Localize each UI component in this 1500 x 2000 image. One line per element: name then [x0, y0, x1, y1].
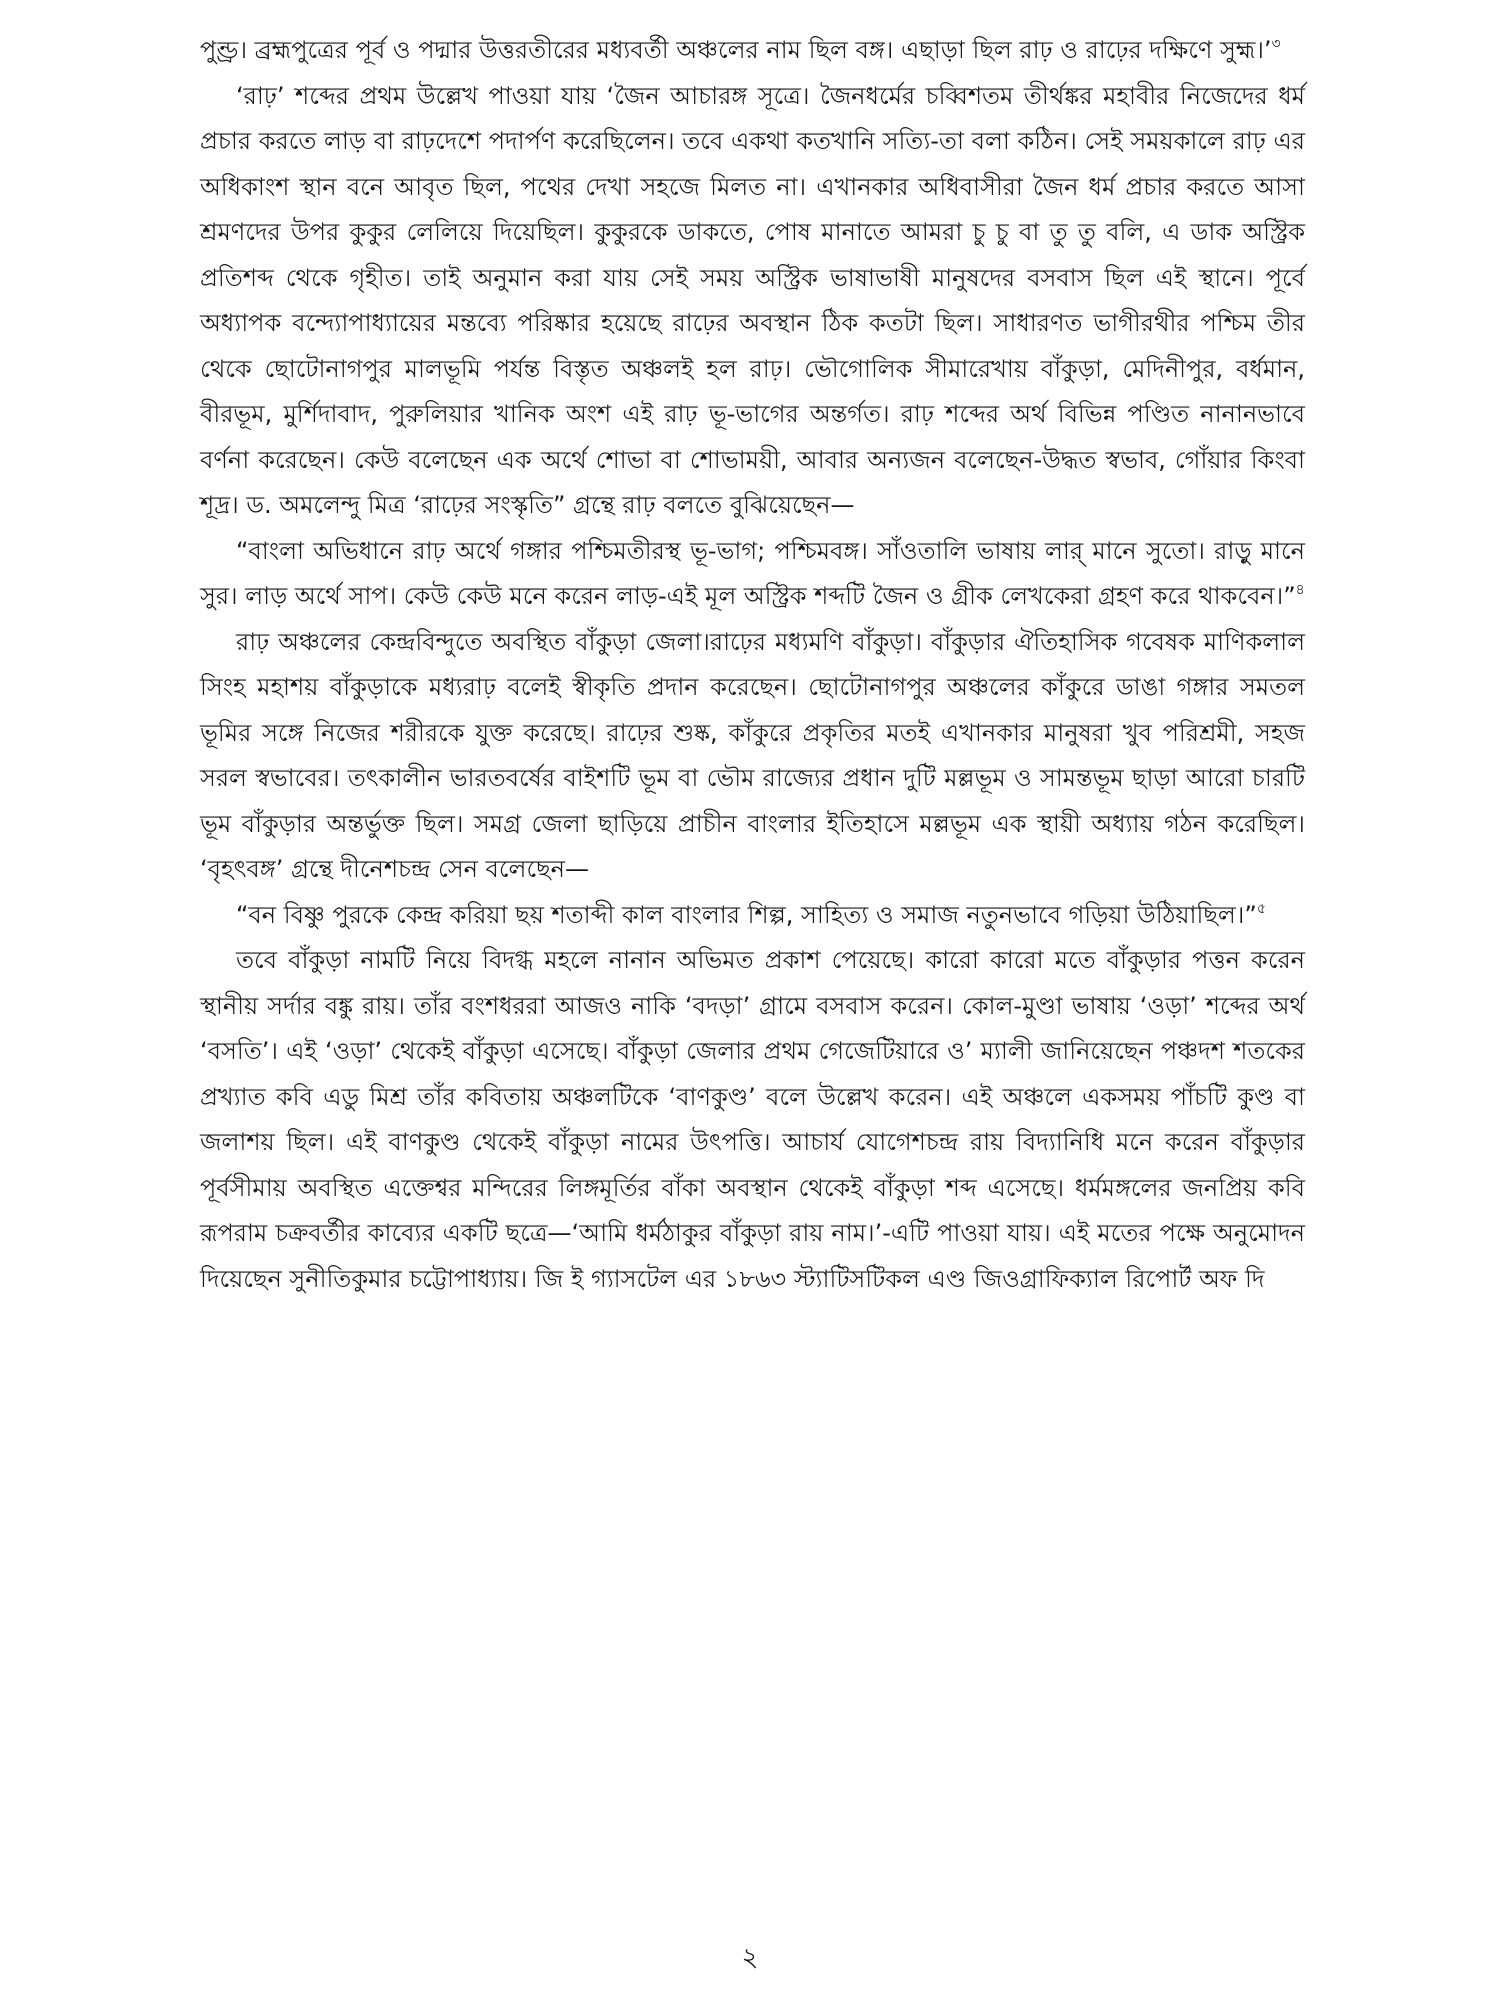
- paragraph-text: পুণ্ড্র। ব্রহ্মপুত্রের পূর্ব ও পদ্মার উত্তরতীরের মধ্যবর্তী অঞ্চলের নাম ছিল বঙ্গ। এছাড়া ছিল রাঢ় ও রাঢ়ের দক্ষিণে সুহ্ম।’: [200, 36, 1272, 64]
- document-page: [200, 28, 1305, 1928]
- footnote-marker: ৪: [1295, 582, 1305, 598]
- paragraph-bankura-name: [200, 938, 1305, 1302]
- paragraph-text: রাঢ় অঞ্চলের কেন্দ্রবিন্দুতে অবস্থিত বাঁকুড়া জেলা।রাঢ়ের মধ্যমণি বাঁকুড়া। বাঁকুড়ার ঐতিহাসিক গবেষক মাণিকলাল সিংহ মহাশয় বাঁকুড়াকে মধ্যরাঢ় বলেই স্বীকৃতি প্রদান করেছেন। ছোটোনাগপুর অঞ্চলের কাঁকুরে ডাঙা গঙ্গার সমতল ভূমির সঙ্গে নিজের শরীরকে যুক্ত করেছে। রাঢ়ের শুষ্ক, কাঁকুরে প্রকৃতির মতই এখানকার মানুষরা খুব পরিশ্রমী, সহজ সরল স্বভাবের। তৎকালীন ভারতবর্ষের বাইশটি ভূম বা ভৌম রাজ্যের প্রধান দুটি মল্লভূম ও সামন্তভূম ছাড়া আরো চারটি ভূম বাঁকুড়ার অন্তর্ভুক্ত ছিল। সমগ্র জেলা ছাড়িয়ে প্রাচীন বাংলার ইতিহাসে মল্লভূম এক স্থায়ী অধ্যায় গঠন করেছিল। ‘বৃহৎবঙ্গ’ গ্রন্থে দীনেশচন্দ্র সেন বলেছেন—: [200, 627, 1305, 883]
- footnote-marker: ৫: [1256, 900, 1266, 917]
- paragraph-text: “বন বিষ্ণু পুরকে কেন্দ্র করিয়া ছয় শতাব্দী কাল বাংলার শিল্প, সাহিত্য ও সমাজ নতুনভাবে গড়িয়া উঠিয়াছিল।”: [236, 900, 1257, 929]
- paragraph-text: ‘রাঢ়’ শব্দের প্রথম উল্লেখ পাওয়া যায় ‘জৈন আচারঙ্গ সূত্রে। জৈনধর্মের চব্বিশতম তীর্থঙ্কর মহাবীর নিজেদের ধর্ম প্রচার করতে লাড় বা রাঢ়দেশে পদার্পণ করেছিলেন। তবে একথা কতখানি সত্যি-তা বলা কঠিন। সেই সময়কালে রাঢ় এর অধিকাংশ স্থান বনে আবৃত ছিল, পথের দেখা সহজে মিলত না। এখানকার অধিবাসীরা জৈন ধর্ম প্রচার করতে আসা শ্রমণদের উপর কুকুর লেলিয়ে দিয়েছিল। কুকুরকে ডাকতে, পোষ মানাতে আমরা চু চু বা তু তু বলি, এ ডাক অস্ট্রিক প্রতিশব্দ থেকে গৃহীত। তাই অনুমান করা যায় সেই সময় অস্ট্রিক ভাষাভাষী মানুষদের বসবাস ছিল এই স্থানে। পূর্বে অধ্যাপক বন্দ্যোপাধ্যায়ের মন্তব্যে পরিষ্কার হয়েছে রাঢ়ের অবস্থান ঠিক কতটা ছিল। সাধারণত ভাগীরথীর পশ্চিম তীর থেকে ছোটোনাগপুর মালভূমি পর্যন্ত বিস্তৃত অঞ্চলই হল রাঢ়। ভৌগোলিক সীমারেখায় বাঁকুড়া, মেদিনীপুর, বর্ধমান, বীরভূম, মুর্শিদাবাদ, পুরুলিয়ার খানিক অংশ এই রাঢ় ভূ-ভাগের অন্তর্গত। রাঢ় শব্দের অর্থ বিভিন্ন পণ্ডিত নানানভাবে বর্ণনা করেছেন। কেউ বলেছেন এক অর্থে শোভা বা শোভাময়ী, আবার অন্যজন বলেছেন-উদ্ধত স্বভাব, গোঁয়ার কিংবা শূদ্র। ড. অমলেন্দু মিত্র ‘রাঢ়ের সংস্কৃতি” গ্রন্থে রাঢ় বলতে বুঝিয়েছেন—: [200, 81, 1305, 519]
- paragraph-continuation: [200, 28, 1305, 74]
- paragraph-text: তবে বাঁকুড়া নামটি নিয়ে বিদগ্ধ মহলে নানান অভিমত প্রকাশ পেয়েছে। কারো কারো মতে বাঁকুড়ার পত্তন করেন স্থানীয় সর্দার বঙ্কু রায়। তাঁর বংশধররা আজও নাকি ‘বদড়া’ গ্রামে বসবাস করেন। কোল-মুণ্ডা ভাষায় ‘ওড়া’ শব্দের অর্থ ‘বসতি’। এই ‘ওড়া’ থেকেই বাঁকুড়া এসেছে। বাঁকুড়া জেলার প্রথম গেজেটিয়ারে ও’ ম্যালী জানিয়েছেন পঞ্চদশ শতকের প্রখ্যাত কবি এডু মিশ্র তাঁর কবিতায় অঞ্চলটিকে ‘বাণকুণ্ড’ বলে উল্লেখ করেন। এই অঞ্চলে একসময় পাঁচটি কুণ্ড বা জলাশয় ছিল। এই বাণকুণ্ড থেকেই বাঁকুড়া নামের উৎপত্তি। আচার্য যোগেশচন্দ্র রায় বিদ্যানিধি মনে করেন বাঁকুড়ার পূর্বসীমায় অবস্থিত এক্তেশ্বর মন্দিরের লিঙ্গমূর্তির বাঁকা অবস্থান থেকেই বাঁকুড়া শব্দ এসেছে। ধর্মমঙ্গলের জনপ্রিয় কবি রূপরাম চক্রবর্তীর কাব্যের একটি ছত্রে—‘আমি ধর্মঠাকুর বাঁকুড়া রায় নাম।’-এটি পাওয়া যায়। এই মতের পক্ষে অনুমোদন দিয়েছেন সুনীতিকুমার চট্টোপাধ্যায়। জি ই গ্যাসটেল এর ১৮৬৩ স্ট্যাটিসটিকল এণ্ড জিওগ্রাফিক্যাল রিপোর্ট অফ দি: [200, 946, 1305, 1293]
- quote-dictionary: [200, 529, 1305, 620]
- footnote-marker: ৩: [1271, 36, 1281, 52]
- paragraph-bankura-centre: [200, 620, 1305, 893]
- quote-brihat-banga: [200, 893, 1305, 939]
- paragraph-text: “বাংলা অভিধানে রাঢ় অর্থে গঙ্গার পশ্চিমতীরস্থ ভূ-ভাগ; পশ্চিমবঙ্গ। সাঁওতালি ভাষায় লার্ মানে সুতো। রাড়ু মানে সুর। লাড় অর্থে সাপ। কেউ কেউ মনে করেন লাড়-এই মূল অস্ট্রিক শব্দটি জৈন ও গ্রীক লেখকেরা গ্রহণ করে থাকবেন।”: [200, 536, 1305, 610]
- page-number: ২: [741, 1943, 759, 1973]
- paragraph-rarh-origin: [200, 74, 1305, 529]
